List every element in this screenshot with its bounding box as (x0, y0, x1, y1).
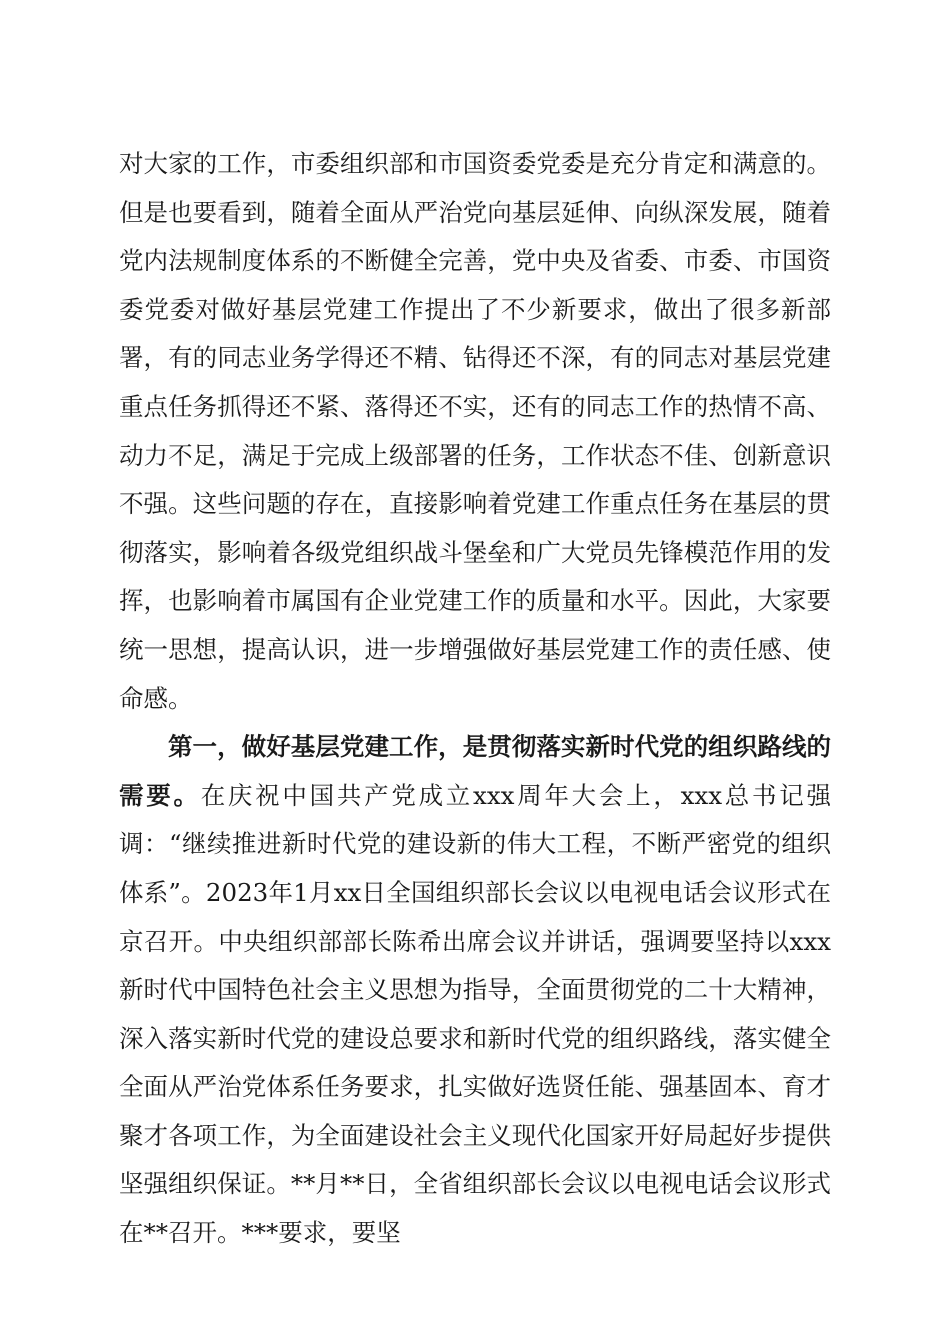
paragraph-2 (119, 723, 831, 1258)
document-body (119, 140, 831, 1258)
paragraph-2-lead: 第一，做好基层党建工作，是贯彻落实新时代党的组织路线的需要。 (119, 732, 831, 810)
paragraph-2-body: 在庆祝中国共产党成立xxx周年大会上，xxx总书记强调：“继续推进新时代党的建设新的伟大工程，不断严密党的组织体系”。2023年1月xx日全国组织部长会议以电视电话会议形式在京召开。中央组织部部长陈希出席会议并讲话，强调要坚持以xxx新时代中国特色社会主义思想为指导，全面贯彻党的二十大精神，深入落实新时代党的建设总要求和新时代党的组织路线，落实健全全面从严治党体系任务要求，扎实做好选贤任能、强基固本、育才聚才各项工作，为全面建设社会主义现代化国家开好局起好步提供坚强组织保证。**月**日，全省组织部长会议以电视电话会议形式在**召开。***要求，要坚 (119, 780, 831, 1248)
paragraph-1: 对大家的工作，市委组织部和市国资委党委是充分肯定和满意的。但是也要看到，随着全面从严治党向基层延伸、向纵深发展，随着党内法规制度体系的不断健全完善，党中央及省委、市委、市国资委党委对做好基层党建工作提出了不少新要求，做出了很多新部署，有的同志业务学得还不精、钻得还不深，有的同志对基层党建重点任务抓得还不紧、落得还不实，还有的同志工作的热情不高、动力不足，满足于完成上级部署的任务，工作状态不佳、创新意识不强。这些问题的存在，直接影响着党建工作重点任务在基层的贯彻落实，影响着各级党组织战斗堡垒和广大党员先锋模范作用的发挥，也影响着市属国有企业党建工作的质量和水平。因此，大家要统一思想，提高认识，进一步增强做好基层党建工作的责任感、使命感。 (119, 149, 831, 713)
